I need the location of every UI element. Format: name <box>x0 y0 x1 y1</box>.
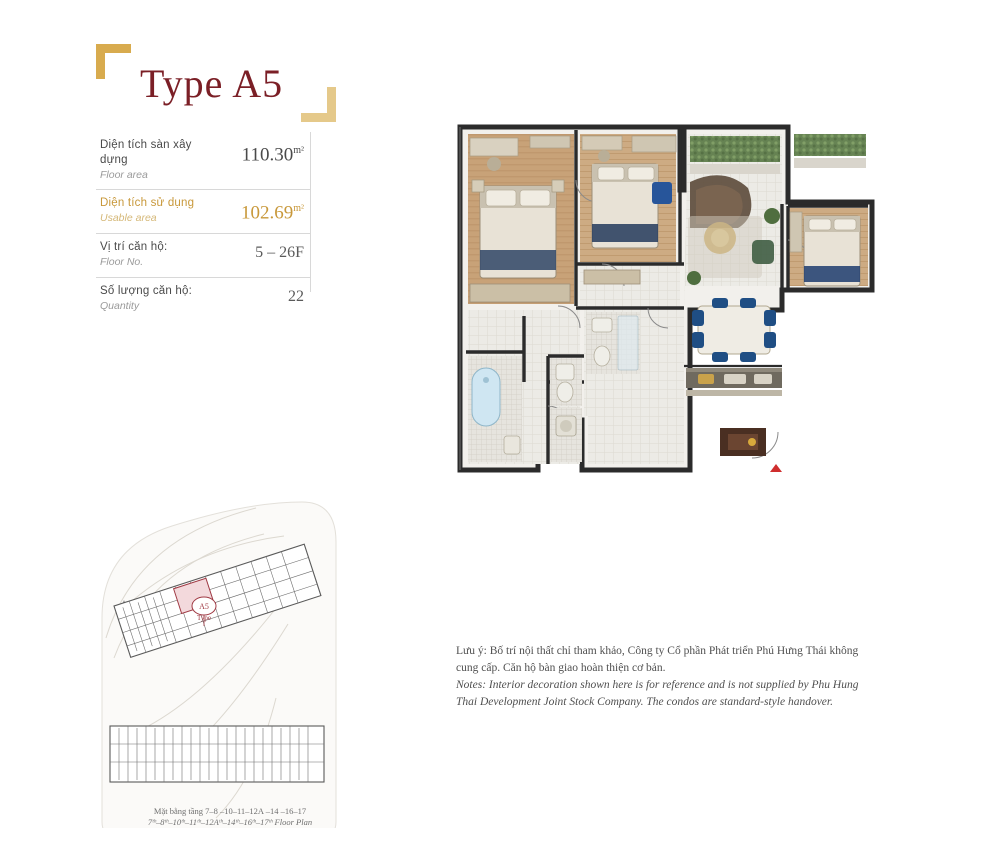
floor-plan-drawing <box>452 120 888 490</box>
svg-text:Type: Type <box>197 614 211 622</box>
spec-table-divider <box>310 132 311 292</box>
spec-label-vi: Diện tích sàn xây dựng <box>100 139 192 166</box>
page-title: Type A5 <box>140 61 284 106</box>
disclaimer-note-vi: Lưu ý: Bố trí nội thất chỉ tham khảo, Công ty Cổ phần Phát triển Phú Hưng Thái không cung cấp. Căn hộ bàn giao hoàn thiện cơ bản. <box>456 645 859 674</box>
spec-label-quantity <box>96 284 218 313</box>
spec-value-number: 110.30 <box>241 144 294 166</box>
spec-label-en: Floor area <box>100 169 148 181</box>
corner-ornament-top-left-icon <box>96 44 131 79</box>
disclaimer-note-en: Notes: Interior decoration shown here is for reference and is not supplied by Phu Hung Thai Development Joint Stock Company. The condos are standard-style handover. <box>456 679 859 708</box>
spec-label-en: Quantity <box>100 300 140 313</box>
corner-ornament-bottom-right-icon <box>301 87 336 122</box>
spec-row-floor-area <box>96 132 310 190</box>
spec-label-vi: Số lượng căn hộ: <box>100 285 192 298</box>
spec-value-unit: m² <box>293 145 304 156</box>
apartment-spec-table <box>96 132 310 322</box>
spec-value-number: 102.69 <box>240 202 294 224</box>
spec-row-floor-no <box>96 234 310 278</box>
spec-value-usable-area <box>218 196 310 226</box>
key-plan-caption-vi: Mặt bằng tầng 7–8 –10–11–12A –14 –16–17 <box>153 806 307 816</box>
key-plan-caption-en: 7ᵗʰ–8ᵗʰ–10ᵗʰ–11ᵗʰ–12Aᵗʰ–14ᵗʰ–16ᵗʰ–17ᵗʰ Floor Plan <box>147 817 313 827</box>
spec-label-en: Usable area <box>100 212 157 224</box>
spec-label-vi: Diện tích sử dụng <box>100 197 195 209</box>
spec-value-floor-no: 5 – 26F <box>255 244 304 262</box>
spec-row-usable-area <box>96 190 310 234</box>
spec-label-floor-no <box>96 240 218 269</box>
key-plan-caption <box>120 806 340 828</box>
key-plan-locator <box>96 488 342 828</box>
spec-label-vi: Vị trí căn hộ: <box>100 241 168 254</box>
svg-text:A5: A5 <box>199 602 209 611</box>
spec-label-floor-area <box>96 138 218 182</box>
spec-label-en: Floor No. <box>100 256 144 269</box>
page-title-block <box>96 44 336 114</box>
spec-row-quantity <box>96 278 310 322</box>
spec-value-floor-area <box>218 138 310 168</box>
spec-label-usable-area <box>96 196 218 225</box>
spec-value-unit: m² <box>293 203 304 214</box>
disclaimer-notes <box>456 643 876 710</box>
spec-value-quantity: 22 <box>288 288 304 306</box>
